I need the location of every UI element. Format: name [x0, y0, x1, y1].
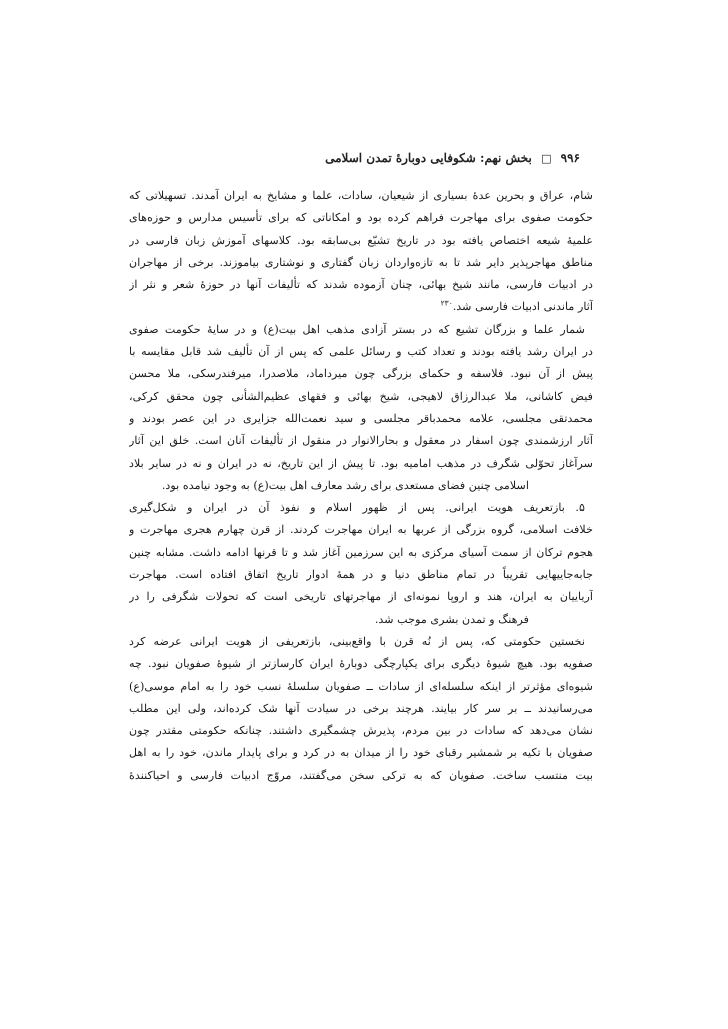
text-line: می‌رسانیدند ــ بر سر کار بیایند. هرچند برخی در سیادت آنها شک کرده‌اند، ولی این مطلب: [129, 701, 593, 715]
text-line: حکومت صفوی برای مهاجرت فراهم کرده بود و امکاناتی که برای تأسیس مدارس و حوزه‌های: [129, 211, 593, 225]
text-line: در ادبیات فارسی، مانند شیخ بهائی، چنان آزموده شدند که تألیفات آنها در حوزهٔ شعر و نثر از: [129, 278, 593, 292]
text-line: جابه‌جاییهایی تقریباً در تمام مناطق دنیا و در همهٔ ادوار تاریخ اتفاق افتاده است. مهاجرت: [129, 568, 593, 582]
text-line: آریاییان به ایران، هند و اروپا نمونه‌ای از مهاجرتهای تاریخی است که تحولات شگرفی را در: [129, 590, 593, 604]
text-line: صفویان با تکیه بر شمشیر رقبای خود را از میدان به در کرد و برای پایدار ماندن، خود را به اهل: [129, 746, 593, 760]
text-line: علمیهٔ شیعه اختصاص یافته بود در تاریخ تشیّع بی‌سابقه بود. کلاسهای آموزش زبان فارسی در: [129, 233, 593, 247]
text-line-last: [129, 296, 593, 318]
line-text: آثار ماندنی ادبیات فارسی شد.: [452, 300, 593, 314]
running-header: [280, 151, 580, 165]
text-line: پیش از آن نبود. فلاسفه و حکمای بزرگی چون میرداماد، ملاصدرا، میرفندرسکی، ملا محسن: [129, 367, 593, 381]
section-heading-line: ۵. بازتعریف هویت ایرانی. پس از ظهور اسلام و نفوذ آن در ایران و شکل‌گیری: [129, 501, 585, 515]
text-line: شام، عراق و بحرین عدهٔ بسیاری از شیعیان، سادات، علما و مشایخ به ایران آمدند. تسهیلاتی که: [129, 189, 593, 202]
text-line: بیت منتسب ساخت. صفویان که به ترکی سخن می‌گفتند، مروّج ادبیات فارسی و احیاکنندهٔ: [129, 768, 593, 782]
text-line: در ایران رشد یافته بودند و تعداد کتب و رسائل علمی که پس از آن تألیف شد قابل مقایسه با: [129, 345, 593, 359]
text-line: مناطق مهاجرپذیر دایر شد تا به تازه‌واردان زبان گفتاری و نوشتاری بیاموزند. برخی از مهاجران: [129, 255, 593, 269]
text-line: هجوم ترکان از سمت آسیای مرکزی به این سرزمین آغاز شد و تا قرنها ادامه داشت. مشابه چنین: [129, 545, 593, 559]
text-line: نشان می‌دهد که سادات در بین مردم، پذیرش چشمگیری داشتند. چنانکه حکومتی مقتدر چون: [129, 724, 593, 738]
text-line: شیوه‌ای مؤثرتر از اینکه سلسله‌ای از سادات ــ صفویان سلسلهٔ نسب خود را به امام موسی(ع): [129, 679, 593, 693]
separator-box: □: [541, 152, 552, 165]
chapter-title: بخش نهم: شکوفایی دوبارهٔ تمدن اسلامی: [325, 151, 532, 165]
text-line: سرآغاز تحوّلی شگرف در مذهب امامیه بود. تا پیش از این تاریخ، نه در ایران و نه در سایر بلاد: [129, 456, 593, 470]
text-line: محمدتقی مجلسی، علامه محمدباقر مجلسی و سید نعمت‌الله جزایری در این عصر بودند و: [129, 411, 593, 425]
text-line: نخستین حکومتی که، پس از نُه قرن با واقع‌بینی، بازتعریفی از هویت ایرانی عرضه کرد: [129, 634, 585, 648]
text-line: فیض کاشانی، ملا عبدالرزاق لاهیجی، شیخ بهائی و فقهای عظیم‌الشأنی چون محقق کرکی،: [129, 389, 593, 403]
page-number: ۹۹۶: [560, 151, 580, 165]
text-line: آثار ارزشمندی چون اسفار در معقول و بحارالانوار در منقول از تألیفات آنان است. خلق این آثار: [129, 434, 593, 448]
footnote-ref: ۲۳۰: [440, 298, 453, 308]
text-line-last: اسلامی چنین فضای مستعدی برای رشد معارف اهل بیت(ع) به وجود نیامده بود.: [161, 478, 529, 492]
body-text: [129, 185, 593, 787]
text-line: خلافت اسلامی، گروه بزرگی از عربها به ایران مهاجرت کردند. از قرن چهارم هجری مهاجرت و: [129, 523, 593, 537]
text-line-last: فرهنگ و تمدن بشری موجب شد.: [374, 612, 529, 626]
text-line: صفویه بود. هیچ شیوهٔ دیگری برای یکپارچگی دوبارهٔ ایران کارسازتر از شیوهٔ صفویان نبود. چه: [129, 657, 593, 671]
text-line: شمار علما و بزرگان تشیع که در بستر آزادی مذهب اهل بیت(ع) و در سایهٔ حکومت صفوی: [129, 322, 585, 336]
